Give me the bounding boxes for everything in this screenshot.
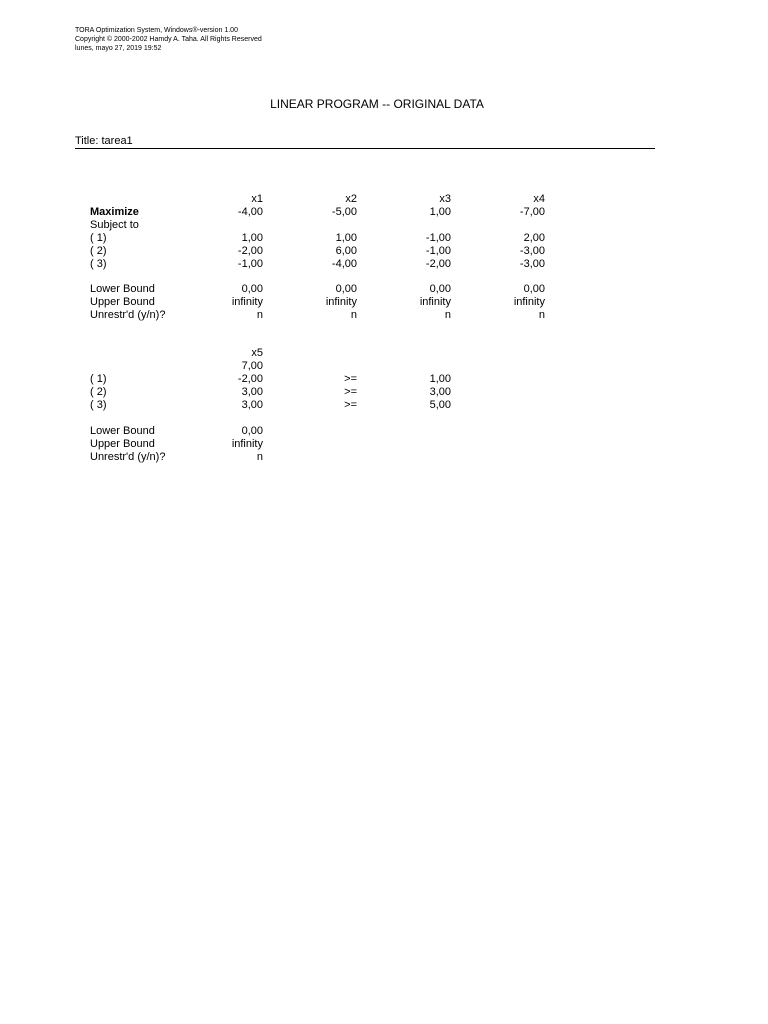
lower-bound-value: 0,00 — [429, 283, 451, 295]
constraint-coef: -3,00 — [519, 258, 545, 270]
constraint-coef: -2,00 — [237, 245, 263, 257]
unrestricted-value: n — [538, 309, 545, 321]
constraint-coef: -1,00 — [425, 245, 451, 257]
lower-bound-value: 0,00 — [241, 425, 263, 437]
constraint-rhs: 3,00 — [429, 386, 451, 398]
unrestricted-value: n — [444, 309, 451, 321]
constraint-label: ( 3) — [90, 399, 107, 411]
constraint-coef: 3,00 — [241, 386, 263, 398]
upper-bound-value: infinity — [419, 296, 451, 308]
column-header-x3: x3 — [439, 193, 451, 205]
column-header-x5: x5 — [251, 347, 263, 359]
constraint-rhs: 5,00 — [429, 399, 451, 411]
constraint-relation: >= — [344, 373, 357, 385]
system-info: TORA Optimization System, Windows®-version 1.00 — [75, 27, 238, 34]
constraint-relation: >= — [344, 399, 357, 411]
constraint-label: ( 2) — [90, 245, 107, 257]
constraint-coef: -2,00 — [237, 373, 263, 385]
objective-coef: -7,00 — [519, 206, 545, 218]
lower-bound-value: 0,00 — [241, 283, 263, 295]
maximize-label: Maximize — [90, 206, 139, 218]
upper-bound-value: infinity — [231, 296, 263, 308]
subject-to-label: Subject to — [90, 219, 139, 231]
report-title: LINEAR PROGRAM -- ORIGINAL DATA — [270, 97, 484, 111]
constraint-coef: -1,00 — [425, 232, 451, 244]
constraint-coef: -2,00 — [425, 258, 451, 270]
upper-bound-value: infinity — [325, 296, 357, 308]
unrestricted-value: n — [256, 451, 263, 463]
constraint-coef: -4,00 — [331, 258, 357, 270]
constraint-coef: -3,00 — [519, 245, 545, 257]
constraint-relation: >= — [344, 386, 357, 398]
objective-coef: 7,00 — [241, 360, 263, 372]
copyright-notice: Copyright © 2000-2002 Hamdy A. Taha. All Rights Reserved — [75, 36, 262, 43]
upper-bound-label: Upper Bound — [90, 438, 155, 450]
problem-title: Title: tarea1 — [75, 135, 655, 149]
upper-bound-label: Upper Bound — [90, 296, 155, 308]
lower-bound-label: Lower Bound — [90, 283, 155, 295]
unrestricted-label: Unrestr'd (y/n)? — [90, 309, 166, 321]
constraint-rhs: 1,00 — [429, 373, 451, 385]
report-datetime: lunes, mayo 27, 2019 19:52 — [75, 45, 162, 52]
upper-bound-value: infinity — [231, 438, 263, 450]
objective-coef: -5,00 — [331, 206, 357, 218]
column-header-x1: x1 — [251, 193, 263, 205]
constraint-label: ( 3) — [90, 258, 107, 270]
constraint-coef: 2,00 — [523, 232, 545, 244]
constraint-coef: 3,00 — [241, 399, 263, 411]
constraint-coef: -1,00 — [237, 258, 263, 270]
lower-bound-label: Lower Bound — [90, 425, 155, 437]
constraint-coef: 1,00 — [241, 232, 263, 244]
constraint-coef: 6,00 — [335, 245, 357, 257]
constraint-label: ( 1) — [90, 232, 107, 244]
column-header-x4: x4 — [533, 193, 545, 205]
lower-bound-value: 0,00 — [523, 283, 545, 295]
upper-bound-value: infinity — [513, 296, 545, 308]
unrestricted-label: Unrestr'd (y/n)? — [90, 451, 166, 463]
unrestricted-value: n — [256, 309, 263, 321]
objective-coef: -4,00 — [237, 206, 263, 218]
unrestricted-value: n — [350, 309, 357, 321]
constraint-label: ( 2) — [90, 386, 107, 398]
column-header-x2: x2 — [345, 193, 357, 205]
constraint-label: ( 1) — [90, 373, 107, 385]
objective-coef: 1,00 — [429, 206, 451, 218]
lower-bound-value: 0,00 — [335, 283, 357, 295]
constraint-coef: 1,00 — [335, 232, 357, 244]
